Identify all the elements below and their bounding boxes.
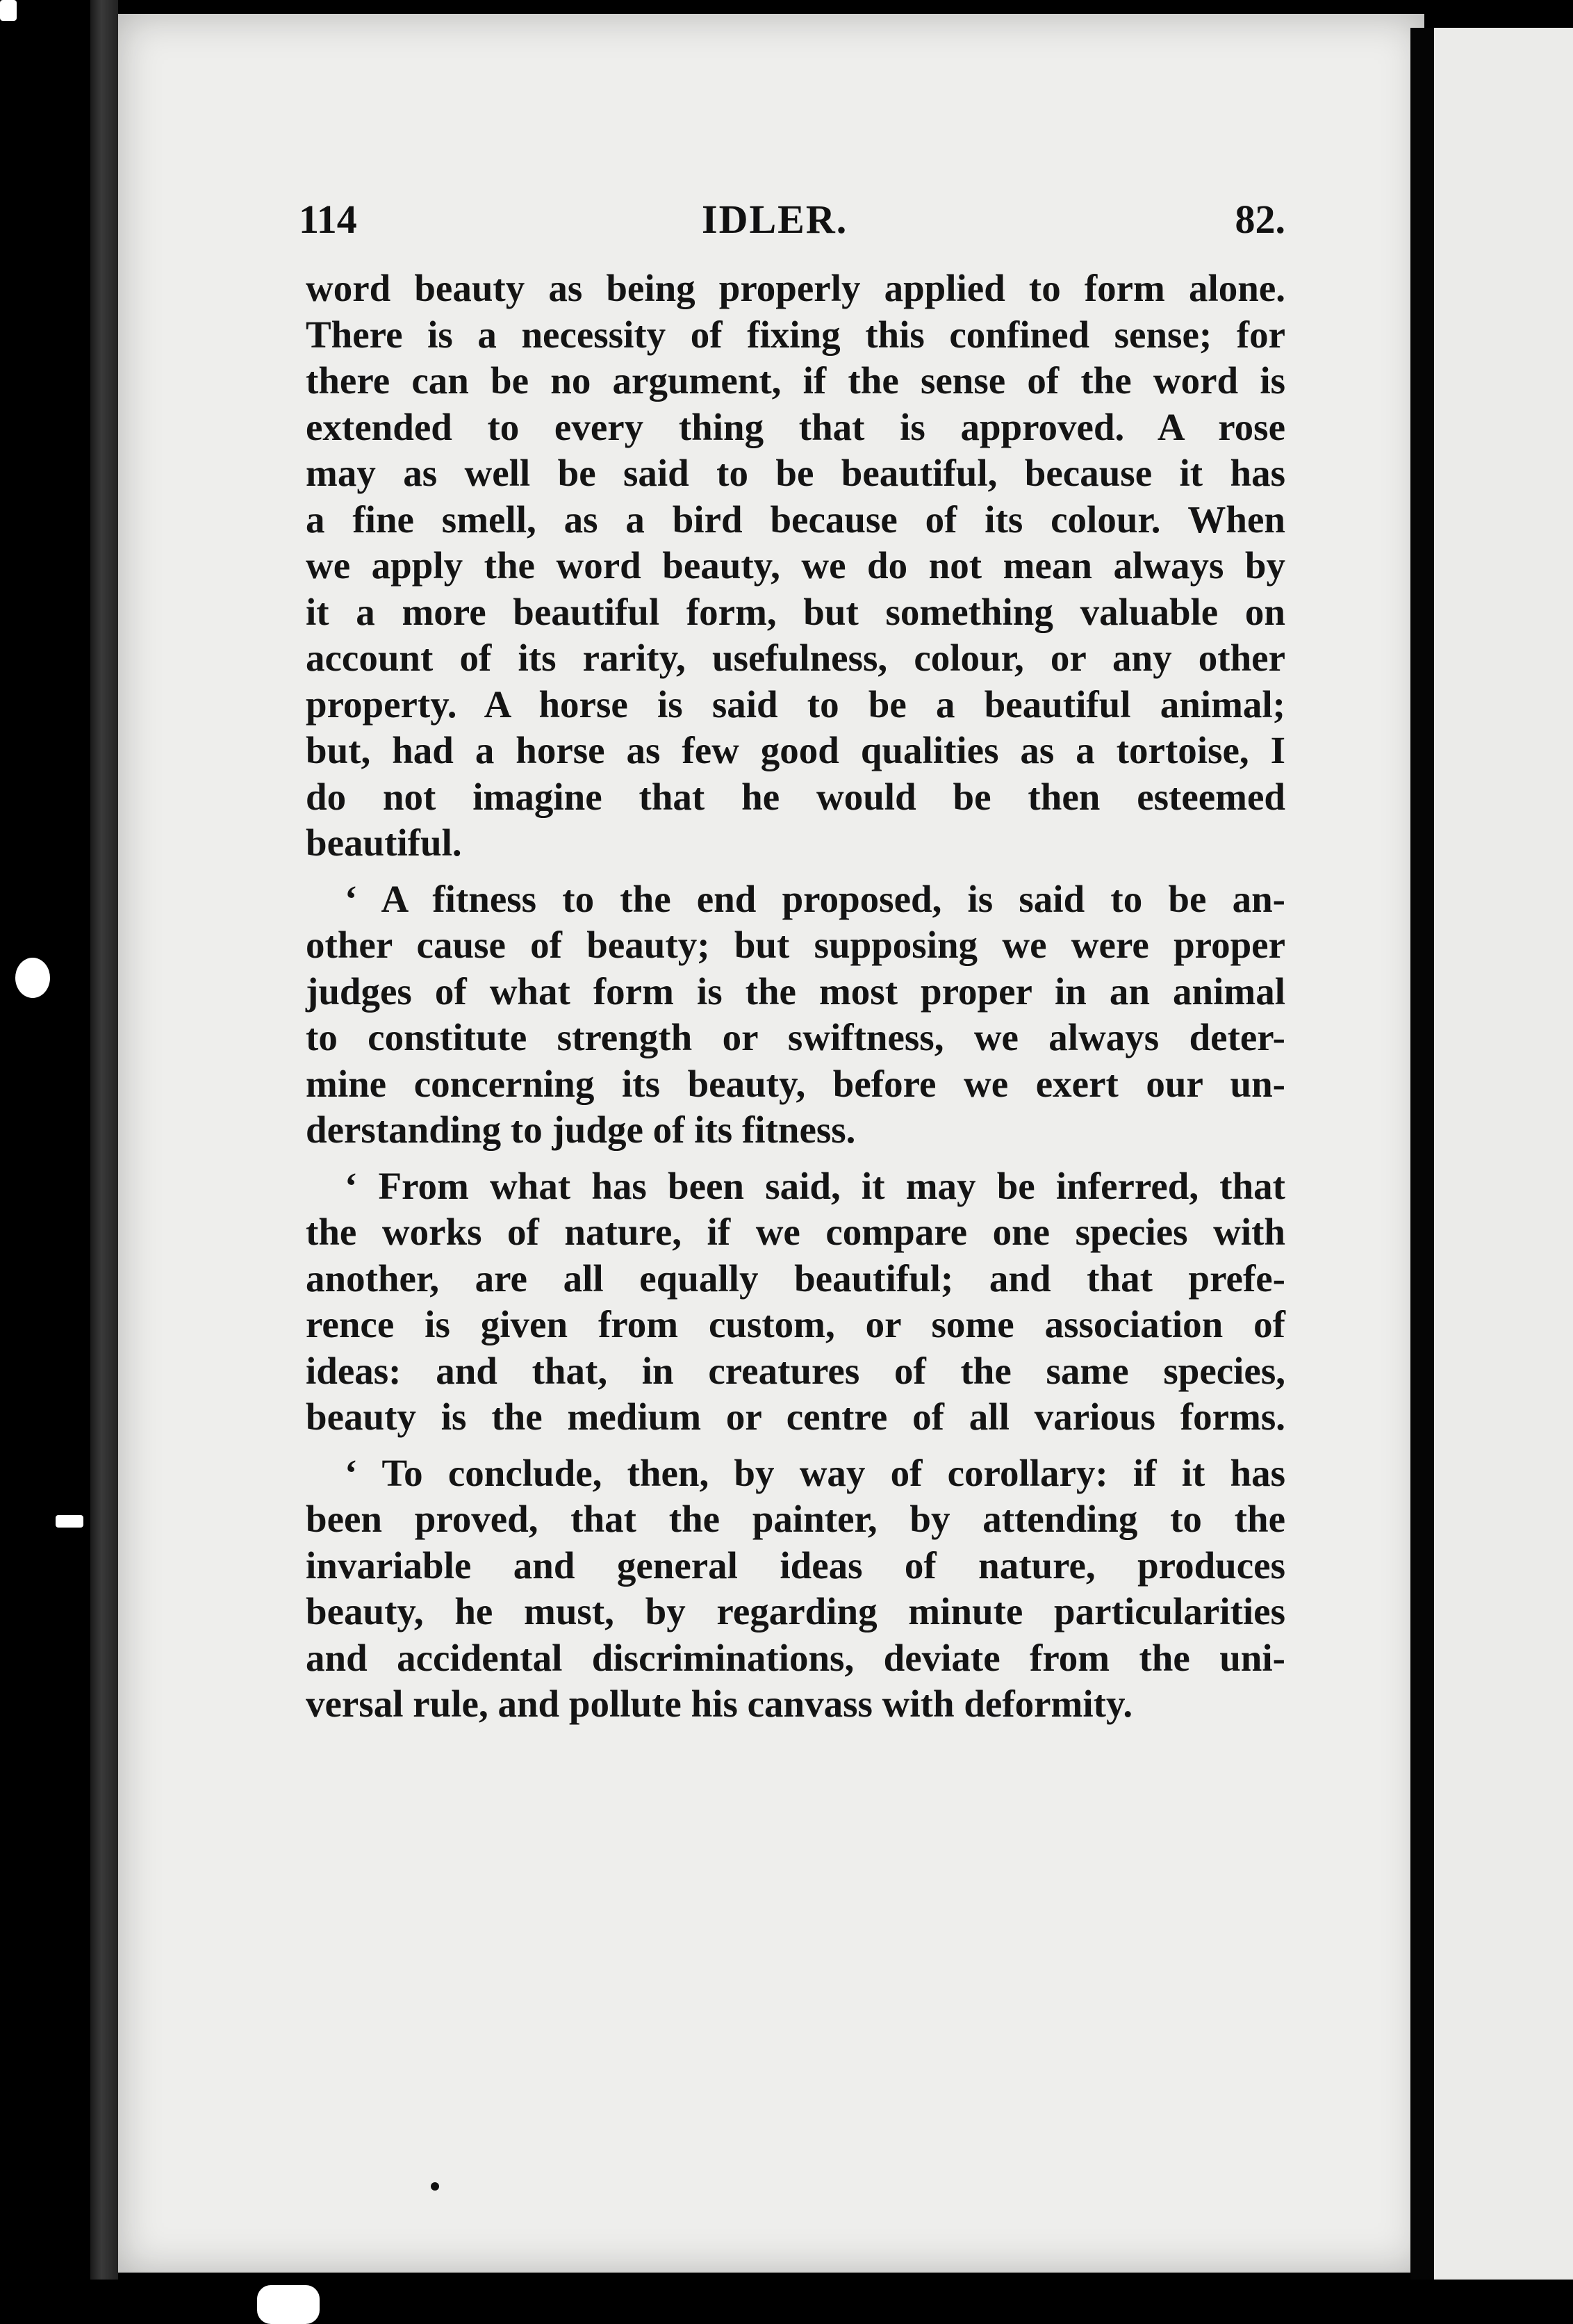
text-line: do not imagine that he would be then esteemed — [306, 775, 1285, 818]
text-line: another, are all equally beautiful; and that prefe- — [306, 1257, 1285, 1300]
text-line: beauty, he must, by regarding minute particularities — [306, 1590, 1285, 1632]
text-line: derstanding to judge of its fitness. — [306, 1108, 856, 1151]
text-line: a fine smell, as a bird because of its colour. When — [306, 498, 1285, 541]
scan-speck — [257, 2285, 320, 2324]
scan-speck — [15, 958, 50, 998]
ink-dot — [431, 2182, 439, 2191]
text-line: There is a necessity of fixing this confined sense; for — [306, 313, 1285, 356]
text-line: invariable and general ideas of nature, produces — [306, 1544, 1285, 1587]
text-line: word beauty as being properly applied to form alone. — [306, 267, 1285, 309]
text-line: ‘ From what has been said, it may be inferred, that — [345, 1164, 1285, 1207]
text-line: property. A horse is said to be a beautiful animal; — [306, 682, 1285, 726]
text-line: beauty is the medium or centre of all various forms. — [306, 1396, 1285, 1438]
text-line: rence is given from custom, or some association of — [306, 1303, 1285, 1345]
text-line: mine concerning its beauty, before we exert our un- — [306, 1062, 1285, 1105]
text-line: been proved, that the painter, by attending to the — [306, 1498, 1285, 1540]
scan-speck — [0, 0, 17, 21]
text-line: there can be no argument, if the sense of the word is — [306, 359, 1285, 402]
text-line: extended to every thing that is approved. A rose — [306, 405, 1285, 448]
running-title: IDLER. — [702, 197, 848, 242]
text-line: ideas: and that, in creatures of the same species, — [306, 1349, 1285, 1392]
text-line: beautiful. — [306, 821, 462, 864]
facing-page-edge — [1434, 28, 1573, 2280]
text-line: may as well be said to be beautiful, because it has — [306, 452, 1285, 494]
text-line: other cause of beauty; but supposing we were proper — [306, 924, 1285, 966]
essay-number: 82. — [1235, 197, 1285, 242]
body-text — [306, 265, 1285, 1728]
book-spine-edge — [90, 0, 118, 2280]
text-line: ‘ To conclude, then, by way of corollary: if it has — [345, 1451, 1285, 1494]
text-line: versal rule, and pollute his canvass with deformity. — [306, 1683, 1133, 1725]
text-line: it a more beautiful form, but something valuable on — [306, 590, 1285, 633]
text-line: but, had a horse as few good qualities as a tortoise, I — [306, 729, 1285, 771]
text-line: we apply the word beauty, we do not mean always by — [306, 544, 1285, 587]
text-line: account of its rarity, usefulness, colour, or any other — [306, 637, 1285, 679]
page-number: 114 — [299, 197, 357, 242]
running-head — [299, 196, 1285, 245]
text-line: to constitute strength or swiftness, we always deter- — [306, 1016, 1285, 1058]
text-line: the works of nature, if we compare one species with — [306, 1211, 1285, 1253]
text-line: ‘ A fitness to the end proposed, is said to be an- — [345, 877, 1285, 920]
scan-speck — [56, 1515, 83, 1528]
page-gutter — [1410, 28, 1434, 2280]
text-line: judges of what form is the most proper in an animal — [306, 969, 1285, 1013]
text-line: and accidental discriminations, deviate from the uni- — [306, 1636, 1285, 1679]
